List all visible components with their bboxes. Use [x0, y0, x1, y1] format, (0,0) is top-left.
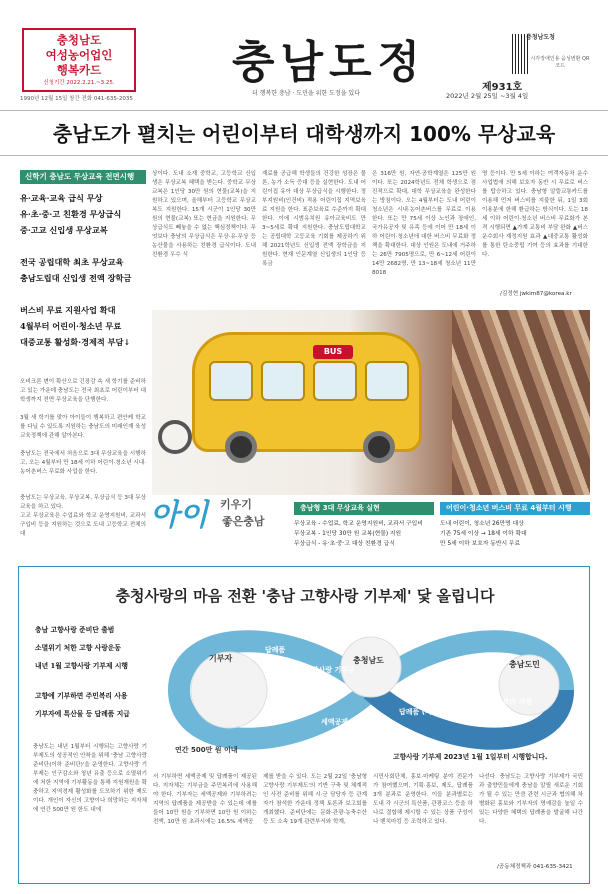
article-column: 은 316만 원, 자연·공학계열은 125만 원이다. 또는 2024학년도 전체 학생으로 점진적으로 확대, 대학 무상교육을 완성한다는 방침이다. 오는 4월부터는 도내 어린이 청소년은 시내·농어촌버스를 무료로 이용한다. 또는 만 75세 이상 노인과 장애인, 국가유공자 및 유족 등에 이어 만 18세 이하 어린이·청소년에 대한 버스비 무료화 정책을 확대한다. 대상 인원은 도내에 거주하는 26만 7905명으로, 만 6~12세 어린이 14만 2682명, 만 13~18세 청소년 11만 8018: [372, 171, 476, 276]
article-column: 상이다. 도내 소재 중학교, 고등학교 신입생은 무상교복 혜택을 받는다. 중학교 무상교복은 1인당 30만 원의 현물(교복)을 지원하고 있으며, 올해부터 고등학교 무상교복도 지원한다. 15개 시군이 1인당 30만 원의 현물(교복) 또는 현금을 지원한다. 무상급식도 빼놓을 수 없는 핵심정책이다. 무엇보다 충남의 무상급식은 무상·유·무상 등 농산물을 사용하는 친환경 급식이다. 도내 친환경 우수 식: [152, 171, 256, 258]
section-bullet: 내년 1월 고향사랑 기부제 시행: [35, 662, 128, 670]
province-label: 충청남도: [353, 656, 384, 665]
slogan-line-1: 키우기: [220, 498, 252, 511]
info-box-title: 충남형 3대 무상교육 실현: [294, 502, 434, 515]
sidebar-title: 신학기 충남도 무상교육 전면시행: [20, 170, 146, 184]
info-box-line: 기존 75세 이상 → 18세 이하 확대: [440, 531, 527, 537]
info-box-free-bus: [440, 502, 590, 549]
ad-line-2: 여성농어업인: [45, 48, 113, 62]
bus-window: [365, 361, 409, 401]
body-paragraph: 오비크론 변이 확산으로 긴장감 속 새 학기를 준비하고 있는 가운데 충남도는 전국 최초로 어린이부터 대학생까지 전면 무상교육을 단행한다.: [20, 379, 146, 403]
children-photo: [452, 310, 590, 495]
products-label: 답례품 (지역 특산품 등): [399, 708, 474, 716]
section-bullet: 기부자에 특산물 등 답례품 지급: [35, 710, 130, 718]
body-paragraph: 충남도는 전국에서 처음으로 3대 무상교육을 시행하고, 오는 4월부터 만 18세 이하 어린이·청소년 시내·농어촌버스 무료화 사업을 한다.: [20, 451, 146, 475]
article-column: 충남도는 내년 1월부터 시행되는 고향사랑 기부제도의 성공적인 안착을 위해 '충남 고향사랑 준비단(이하 준비단)'을 운영한다. 고향사랑 기부제는 인구감소와 청년 유출 등으로 소멸위기에 처한 지역에 기부활동을 통해 지원재원을 확충하고 지역경제 활성화를 도모하기 위한 제도이다. 개인이 자신의 고향이나 희망하는 지자체에 연간 500만 원 한도 내에: [33, 744, 147, 813]
qr-brand: 충청남도청: [526, 34, 555, 41]
ad-line-3: 행복카드: [56, 63, 102, 77]
article-column: 시민사회단체, 홍보·마케팅 분야 전문가가 참여했으며, 기획·홍보, 제도, 답례품 3개 분과로 운영한다. 이들 분과별로는 도내 각 시군의 특산품, 관광코스 등을 하나로 결합해 제시할 수 있는 상품 구성이나 벤치마킹 등 조력하고 있다.: [373, 774, 473, 825]
bus-window: [209, 361, 253, 401]
info-box-line: 무상급식 - 유·초·중·고 대상 친환경 급식: [294, 541, 395, 547]
section-bullet: 고향에 기부하면 주민복리 사용: [35, 692, 128, 700]
article-column: 서 기부하면 세액공제 및 답례품이 제공된다. 지자체는 기부금을 주민복리에 사용해야 한다. 기부자는 세액공제와 기부하려는 지역의 답례품을 제공받을 수 있는데 예를 들어 10만 원을 기부하면 10만 원 이하는 전액, 10만 원 초과시에는 16.5% 세액공: [153, 774, 257, 825]
launch-note: 고향사랑 기부제 2023년 1월 1일부터 시행합니다.: [393, 753, 548, 761]
body-paragraph: 3월 새 학기를 맞아 아이들이 행복하고 편안케 학교를 다닐 수 있도록 지원하는 충남도의 미래인재 육성 교육정책에 관해 알아본다.: [20, 415, 146, 439]
sidebar-bullet: 버스비 무료 지원사업 확대: [20, 305, 116, 315]
newspaper-logo: 충남도정: [232, 37, 427, 88]
info-box-free-education: [294, 502, 434, 549]
tagline: 더 행복한 충남 · 도민을 위한 도정을 있다: [252, 90, 360, 97]
hometown-donation-section: [18, 566, 590, 884]
issue-date: 2022년 2월 25일 ~3월 4일: [446, 92, 529, 100]
sidebar-bullet: 중·고교 신입생 무상교복: [20, 225, 108, 235]
article-column: 재료를 공급해 학생들의 건강한 성장은 물론, 농가 소득 증대 등을 실현한다. 도내 어린이집 유아 대상 무상급식을 시행한다. 정부지원비(인건비) 적용 어린이집 지역보육료 지원을 한다. 표준보육료 수준까지 확대한다. 이에 시범유치원 유아교육비도 만 3~5세로 확대 지원한다. 충남도립대학교는 공립대학 고등교육 기회를 제공하기 위해 2021학년도 신입생 전액 장학금을 지원한다. 현재 인문계열 신입생의 1인당 등록금: [262, 171, 366, 267]
bus-wheel: [225, 431, 257, 463]
gift-label: 답례품: [265, 646, 286, 654]
welfare-label: 주민복리 사업: [489, 698, 533, 706]
byline: /김정현 jwkim87@korea.kr: [500, 291, 572, 297]
byline: /공동체정책과 041-635-3421: [497, 864, 573, 870]
ad-card-banner[interactable]: [22, 28, 136, 92]
bus-window: [261, 361, 305, 401]
slogan-word: 아이: [150, 498, 208, 533]
sidebar-bullet: 유·교육·교육 급식 무상: [20, 193, 103, 203]
main-headline: 충남도가 펼치는 어린이부터 대학생까지 100% 무상교육: [0, 110, 608, 156]
body-paragraph: 충남도는 무상교육, 무상교복, 무상급식 등 3대 무상교육을 하고 있다.: [20, 495, 146, 510]
info-box-line: 도내 어린이, 청소년 26만명 대상: [440, 521, 524, 527]
info-box-line: 만 5세 이하 보호자 동반시 무료: [440, 541, 521, 547]
article-column: 나선다. 충남도는 고향사랑 기부제가 국민과 출향민들에게 충남을 알릴 새로운 기회가 될 수 있는 만큼 관련 시군과 협의해 차별화된 홍보와 기부자의 명예감을 높일 수 있는 다양한 혜택의 답례품을 발굴해 나간다.: [479, 774, 583, 825]
info-box-line: 무상교육 - 수업료, 학교 운영지원비, 교과서 구입비: [294, 521, 423, 527]
sidebar-bullet: 유·초·중·고 친환경 무상급식: [20, 209, 122, 219]
founded-info: 1990년 12월 15일 창간 전화 041-635-2035: [20, 96, 133, 102]
masthead: [0, 0, 608, 108]
bus-wheel: [363, 431, 395, 463]
sidebar-bullet: 충남도립대 신입생 전액 장학금: [20, 273, 132, 283]
slogan-line-2: 좋은충남: [222, 515, 265, 528]
qr-label: 시각장애인용 음성변환 QR코드: [530, 56, 590, 69]
sidebar-bullet: 4월부터 어린이·청소년 무료: [20, 321, 122, 331]
tax-label: 세액공제: [321, 718, 349, 726]
citizen-label: 충남도민: [509, 660, 540, 669]
limit-label: 연간 500만 원 이내: [175, 746, 238, 754]
section-title: 충청사랑의 마음 전환 '충남 고향사랑 기부제' 닻 올립니다: [115, 587, 495, 605]
article-column: 제를 받을 수 있다. 도는 2월 22일 '충남형 고향사랑 기부제도'의 기반 구축 및 체계적인 사전 준비를 위해 시·군 담당자 등 관계자가 참석한 가운데 정책 토론과 보고회를 개최했다. 준비단에는 문화·관광·농축수산 등 도 소속 19개 관련부서와 학계,: [263, 774, 367, 825]
donation-flow-diagram: [159, 615, 583, 765]
bus-window: [313, 361, 357, 401]
donation-label: 고향사랑 기부금: [305, 666, 355, 674]
article-column: 명 등이다. 만 5세 이하는 여객자동차 운수사업법에 의해 보호자 동반 시 무료로 버스를 탑승하고 있다. 충남형 알뜰교통카드를 이용해 먼저 버스비를 지불한 뒤, 1일 3회 이용분에 한해 환급하는 방식이다. 도는 18세 이하 어린이·청소년 버스비 무료화가 본격 시행되면 ▲가계 교통비 부담 완화 ▲버스 운수회사 재정지원 효과 ▲대중교통 활성화를 통한 탄소중립 기여 등의 효과를 기대한다.: [482, 171, 588, 258]
ad-sub: 신청기간 2022.2.21.~3.25.: [43, 80, 115, 86]
body-paragraph: 고교 무상교육은 수업료와 학교 운영지원비, 교과서 구입비 등을 지원하는 것으로 도내 고등학교 전체의 대: [20, 513, 146, 537]
section-bullet: 소멸위기 처한 고향 사랑운동: [35, 644, 121, 652]
giver-label: 기부자: [209, 654, 233, 663]
bus-illustration-photo: [152, 310, 590, 495]
issue-number: 제931호: [482, 82, 523, 93]
section-bullet: 충남 고향사랑 준비단 출범: [35, 626, 115, 634]
sidebar-bullet: 대중교통 활성화·경제적 부담↓: [20, 337, 131, 347]
school-bus-illustration: [192, 332, 422, 452]
ad-line-1: 충청남도: [56, 33, 102, 47]
info-box-line: 무상교복 - 1인당 30만 원 교복(현물) 지원: [294, 531, 402, 537]
bus-sign: BUS: [313, 345, 353, 359]
wheelchair-icon: [158, 420, 192, 454]
sidebar-bullet: 전국 공립대학 최초 무상교육: [20, 257, 124, 267]
info-box-title: 어린이·청소년 버스비 무료 4월부터 시행: [440, 502, 590, 515]
